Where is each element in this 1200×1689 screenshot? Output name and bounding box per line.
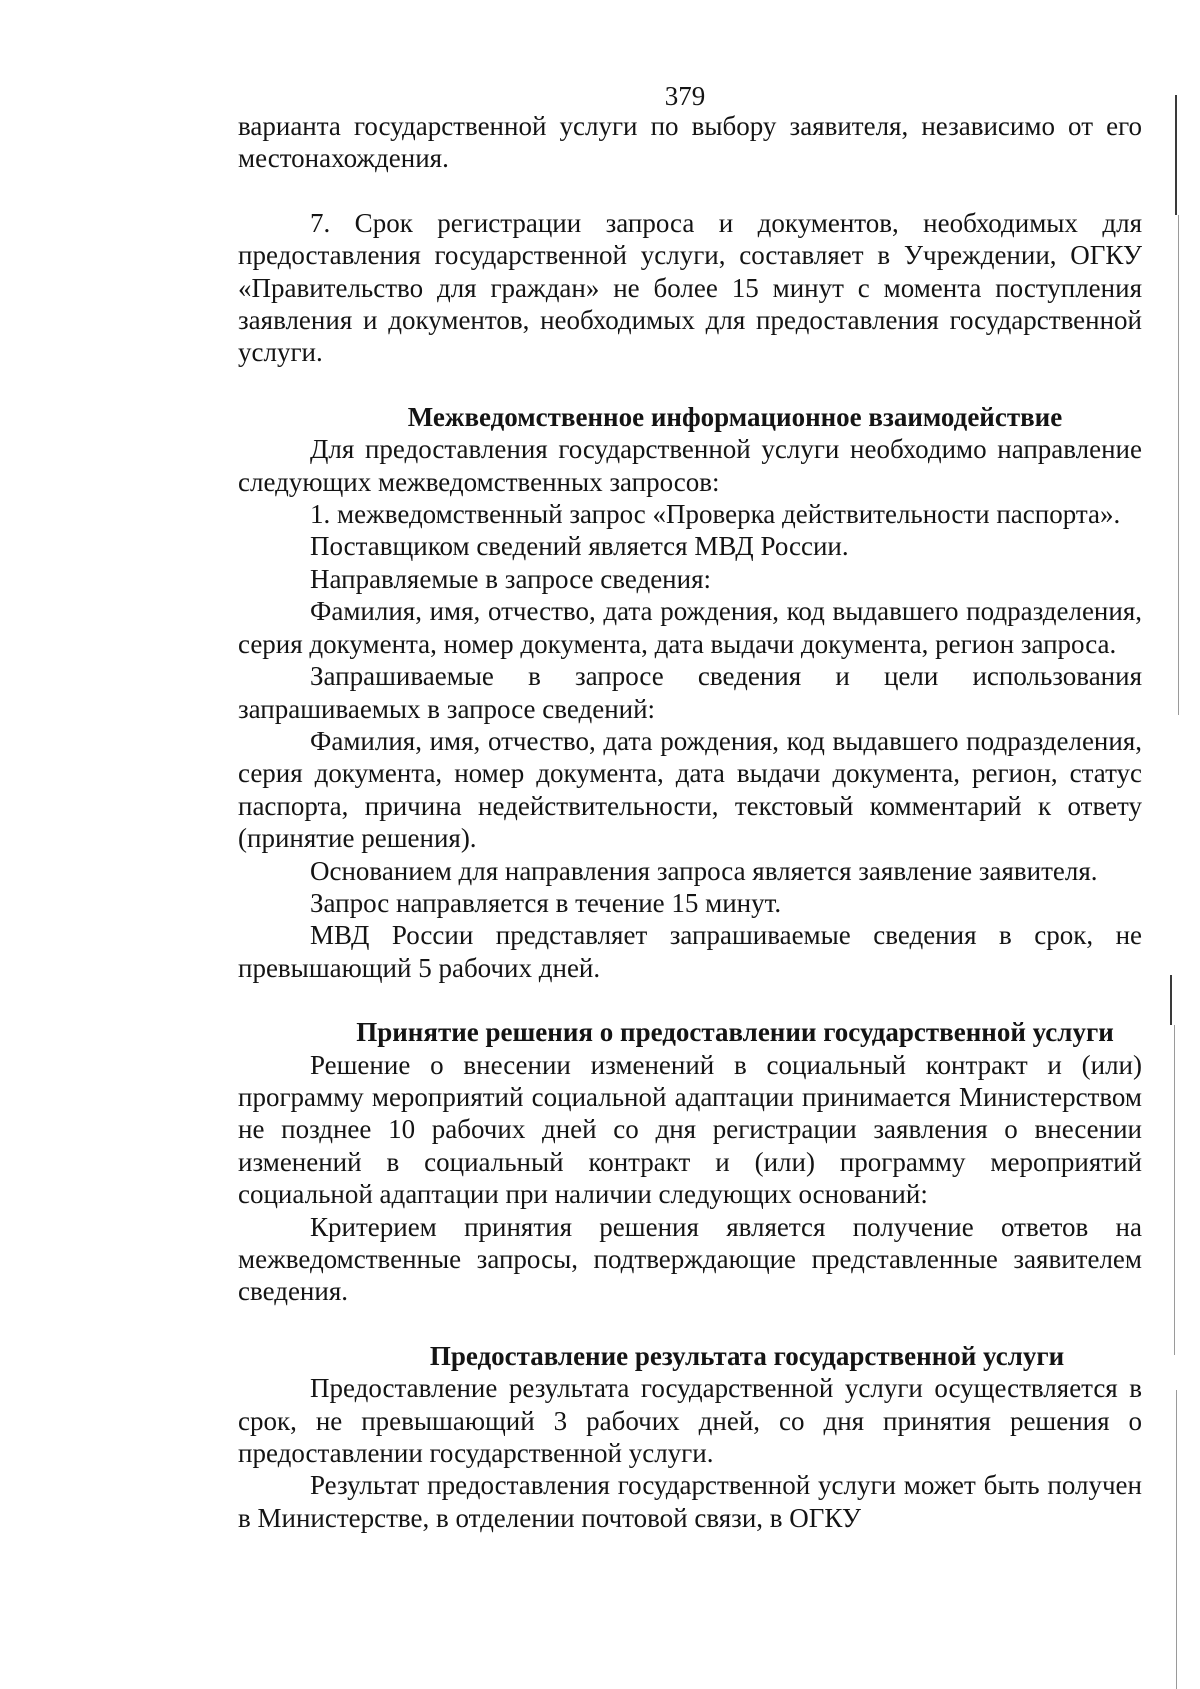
paragraph-registration-term: 7. Срок регистрации запроса и документов, необходимых для предоставления государственной услуги, составляет в Учреждении, ОГКУ «Правительство для граждан» не более 15 минут с момента поступления заявления и документов, необходимых для предоставления государственной услуги. [238,207,1142,368]
paragraph: Направляемые в запросе сведения: [310,563,711,594]
paragraph: 1. межведомственный запрос «Проверка действительности паспорта». [310,499,1121,530]
paragraph: Результат предоставления государственной услуги может быть получен в Министерстве, в отделении почтовой связи, в ОГКУ [238,1470,1142,1533]
paragraph: Основанием для направления запроса является заявление заявителя. [310,855,1098,886]
paragraph: Решение о внесении изменений в социальный контракт и (или) программу мероприятий социальной адаптации принимается Министерством не позднее 10 рабочих дней со дня регистрации заявления о внесении изменений в социальный контракт и (или) программу мероприятий социальной адаптации при наличии следующих оснований: [238,1049,1142,1210]
scan-edge-line [1175,95,1177,215]
paragraph: МВД России представляет запрашиваемые сведения в срок, не превышающий 5 рабочих дней. [238,920,1142,983]
section-heading-interagency: Межведомственное информационное взаимодействие [407,401,1063,432]
paragraph: варианта государственной услуги по выбору заявителя, независимо от его местонахождения. [238,111,1142,174]
paragraph: Запрашиваемые в запросе сведения и цели использования запрашиваемых в запросе сведений: [238,661,1142,724]
paragraph: Поставщиком сведений является МВД России. [310,531,849,562]
scan-edge-line [1176,1390,1177,1689]
document-body [238,110,1142,1534]
section-heading-result: Предоставление результата государственной услуги [429,1340,1065,1371]
paragraph: Предоставление результата государственной услуги осуществляется в срок, не превышающий 3 рабочих дней, со дня принятия решения о предоставлении государственной услуги. [238,1373,1142,1469]
paragraph: Фамилия, имя, отчество, дата рождения, код выдавшего подразделения, серия документа, номер документа, дата выдачи документа, регион, статус паспорта, причина недействительности, текстовый комментарий к ответу (принятие решения). [238,725,1142,854]
section-heading-decision: Принятие решения о предоставлении государственной услуги [356,1017,1114,1048]
page-number: 379 [664,81,706,111]
scan-edge-line [1170,975,1172,1025]
paragraph: Критерием принятия решения является получение ответов на межведомственные запросы, подтверждающие представленные заявителем сведения. [238,1211,1142,1307]
paragraph: Запрос направляется в течение 15 минут. [310,887,782,918]
paragraph: Для предоставления государственной услуги необходимо направление следующих межведомственных запросов: [238,434,1142,497]
scan-edge-line [1178,215,1179,715]
paragraph: Фамилия, имя, отчество, дата рождения, код выдавшего подразделения, серия документа, номер документа, дата выдачи документа, регион запроса. [238,596,1142,659]
scan-edge-line [1174,1025,1175,1355]
